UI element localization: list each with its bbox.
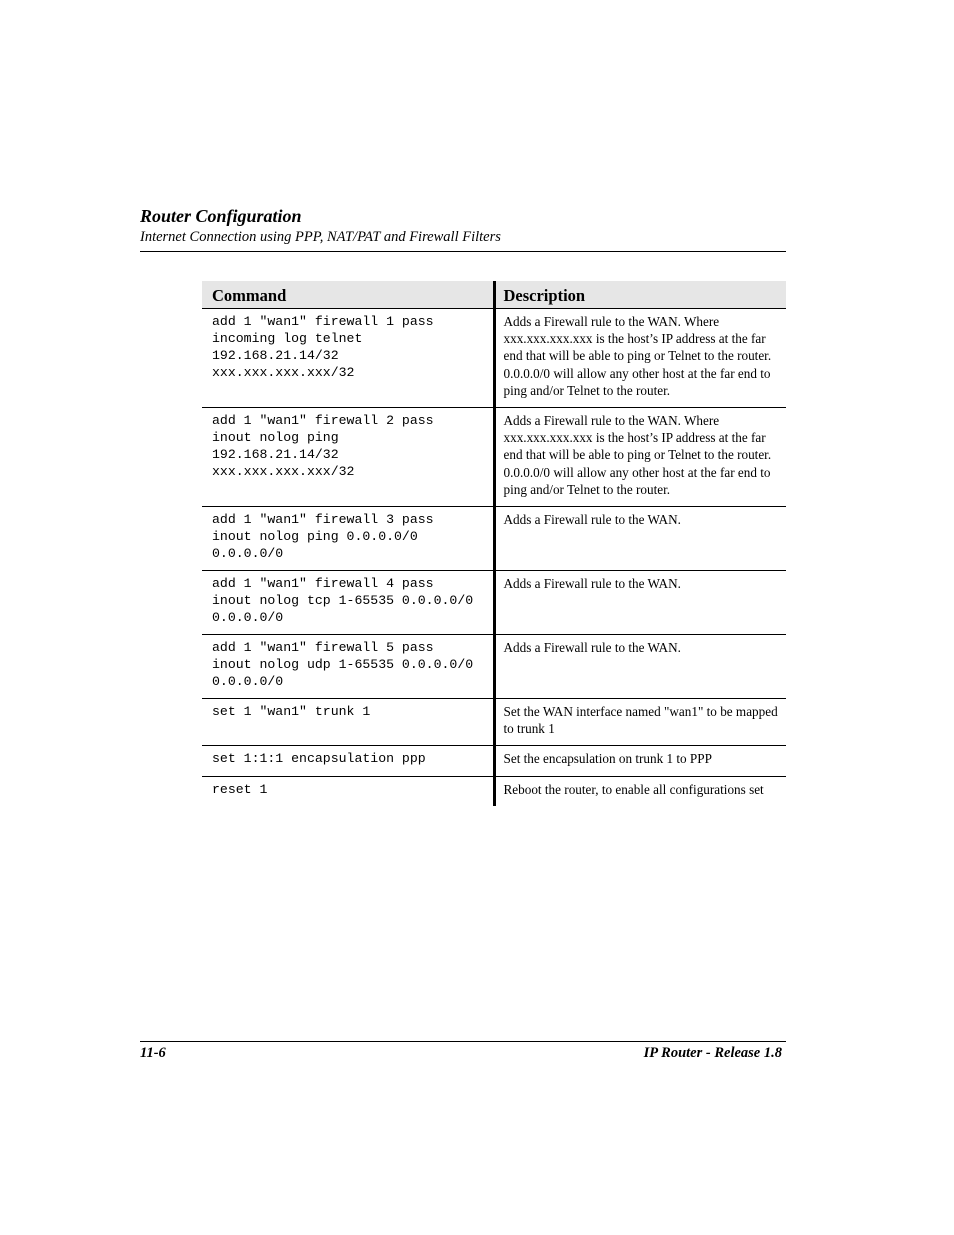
command-line: 192.168.21.14/32 (212, 447, 339, 463)
command-cell (202, 571, 494, 635)
command-line: incoming log telnet (212, 331, 363, 346)
table-row (202, 507, 786, 571)
footer-divider (140, 1041, 786, 1042)
command-line: set 1 "wan1" trunk 1 (212, 704, 371, 720)
description-cell: Reboot the router, to enable all configurations set (494, 776, 786, 806)
command-line: add 1 "wan1" firewall 1 pass (212, 314, 434, 329)
header-divider (140, 251, 786, 252)
command-cell (202, 746, 494, 776)
command-line: add 1 "wan1" firewall 5 pass (212, 640, 434, 656)
column-header-description: Description (494, 281, 786, 309)
description-cell: Adds a Firewall rule to the WAN. Where xxx.xxx.xxx.xxx is the host’s IP address at the far end that will be able to ping or Telnet to the router. 0.0.0.0/0 will allow any other host at the far end to ping and/or Telnet to the router. (494, 408, 786, 507)
command-line: set 1:1:1 encapsulation ppp (212, 751, 426, 767)
table-body (202, 309, 786, 806)
description-cell: Adds a Firewall rule to the WAN. (494, 635, 786, 699)
command-line: xxx.xxx.xxx.xxx/32 (212, 365, 355, 380)
command-cell (202, 699, 494, 746)
command-line: 0.0.0.0/0 (212, 610, 284, 626)
command-cell (202, 408, 494, 507)
description-cell: Adds a Firewall rule to the WAN. (494, 571, 786, 635)
command-line: add 1 "wan1" firewall 3 pass (212, 512, 434, 528)
description-cell: Adds a Firewall rule to the WAN. Where xxx.xxx.xxx.xxx is the host’s IP address at the far end that will be able to ping or Telnet to the router. 0.0.0.0/0 will allow any other host at the far end to ping and/or Telnet to the router. (494, 309, 786, 408)
command-line: add 1 "wan1" firewall 4 pass (212, 576, 434, 592)
command-cell (202, 635, 494, 699)
table-header-row (202, 281, 786, 309)
command-cell (202, 309, 494, 408)
command-line: 0.0.0.0/0 (212, 674, 284, 690)
table-row (202, 746, 786, 776)
description-cell: Set the WAN interface named "wan1" to be mapped to trunk 1 (494, 699, 786, 746)
table-row (202, 408, 786, 507)
product-release: IP Router - Release 1.8 (643, 1045, 782, 1061)
command-line: inout nolog ping 0.0.0.0/0 (212, 529, 418, 545)
description-cell: Adds a Firewall rule to the WAN. (494, 507, 786, 571)
command-line: inout nolog tcp 1-65535 0.0.0.0/0 (212, 593, 474, 609)
column-header-command: Command (202, 281, 494, 309)
command-line: 0.0.0.0/0 (212, 546, 284, 562)
command-line: reset 1 (212, 781, 268, 797)
section-title: Internet Connection using PPP, NAT/PAT and Firewall Filters (140, 229, 501, 245)
table-row (202, 571, 786, 635)
command-line: 192.168.21.14/32 (212, 348, 339, 363)
page-header (140, 205, 786, 246)
table-row (202, 309, 786, 408)
command-cell (202, 507, 494, 571)
table-row (202, 635, 786, 699)
command-line: inout nolog udp 1-65535 0.0.0.0/0 (212, 657, 474, 673)
chapter-title: Router Configuration (140, 206, 302, 226)
table-row (202, 699, 786, 746)
command-table (202, 281, 786, 806)
page-number: 11-6 (140, 1045, 166, 1061)
description-cell: Set the encapsulation on trunk 1 to PPP (494, 746, 786, 776)
command-cell (202, 776, 494, 806)
table-row (202, 776, 786, 806)
command-line: inout nolog ping (212, 430, 339, 446)
command-line: add 1 "wan1" firewall 2 pass (212, 413, 434, 429)
command-line: xxx.xxx.xxx.xxx/32 (212, 464, 355, 480)
